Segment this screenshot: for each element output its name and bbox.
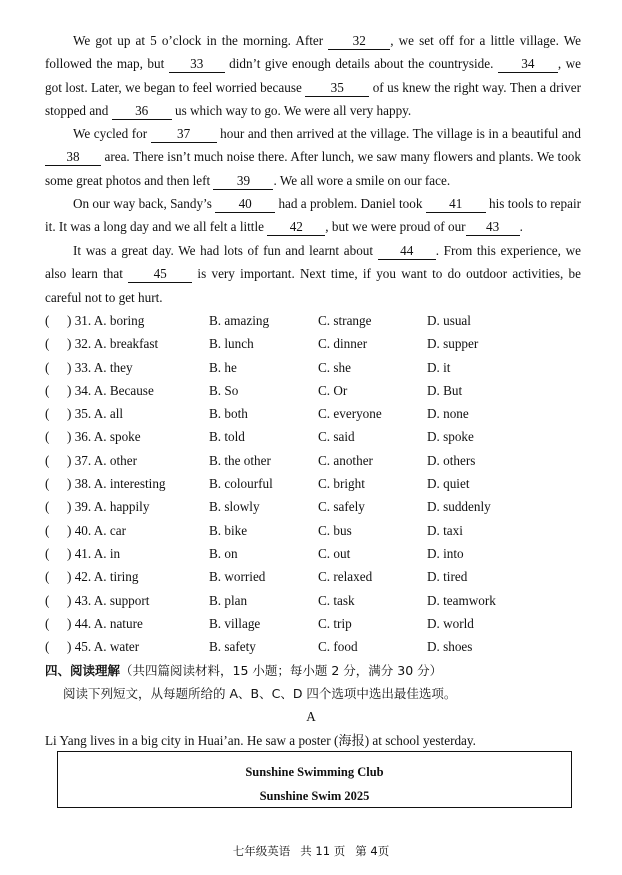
option-d: D. But [427,382,463,398]
option-a: ) 31. A. boring [67,313,145,328]
option-b: B. lunch [209,336,254,352]
answer-paren[interactable]: ( [45,569,50,585]
option-d: D. spoke [427,429,474,445]
option-b: B. he [209,359,237,375]
option-d: D. teamwork [427,592,496,608]
option-c: C. food [318,639,358,655]
section-note: （共四篇阅读材料，15 小题；每小题 2 分，满分 30 分） [120,663,443,678]
footer-subject: 七年级英语 [232,844,291,858]
passage-text: . We all wore a smile on our face. [273,172,451,188]
answer-paren[interactable]: ( [45,499,50,515]
passage-text: It was a great day. We had lots of fun and learnt about [73,243,378,258]
option-a: ) 33. A. they [67,359,133,375]
question-row-43 [45,589,585,612]
passage-text: , but we were proud of our [325,219,466,235]
blank-45: 45 [128,266,192,283]
option-d: D. into [427,545,464,561]
option-a: ) 34. A. Because [67,382,154,398]
option-b: B. So [209,382,239,398]
passage-text: area. There isn’t much noise there. After lunch, we saw many flowers and plants. We took some great photos and then left [45,149,581,188]
question-row-33 [45,356,585,379]
blank-38: 38 [45,149,101,166]
passage-paragraph-2 [45,122,581,192]
option-c: C. bright [318,476,365,492]
option-c: C. strange [318,313,372,328]
option-a: ) 38. A. interesting [67,476,166,492]
option-c: C. trip [318,615,352,631]
option-b: B. amazing [209,313,270,328]
answer-paren[interactable]: ( [45,476,50,492]
blank-37: 37 [151,126,217,143]
option-b: B. told [209,429,245,445]
question-row-44 [45,612,585,635]
passage-paragraph-1 [45,29,581,122]
passage-text: had a problem. Daniel took [275,196,426,211]
option-c: C. task [318,592,355,608]
option-a: ) 32. A. breakfast [67,336,159,352]
blank-32: 32 [328,33,390,50]
poster-title: Sunshine Swimming Club [245,765,384,779]
answer-paren[interactable]: ( [45,406,50,422]
question-row-32 [45,332,585,355]
option-b: B. village [209,615,261,631]
option-a: ) 40. A. car [67,522,126,538]
answer-paren[interactable]: ( [45,359,50,375]
option-b: B. both [209,406,248,422]
option-c: C. another [318,452,373,468]
question-row-40 [45,519,585,542]
option-d: D. quiet [427,476,470,492]
option-c: C. relaxed [318,569,373,585]
option-b: B. slowly [209,499,260,515]
passage-text: of us knew the right way. Then a driver stopped and [45,79,582,118]
section-instruction: 阅读下列短文，从每题所给的 A、B、C、D 四个选项中选出最佳选项。 [63,686,457,701]
passage-label: A [306,709,316,724]
option-b: B. worried [209,569,266,585]
question-row-45 [45,635,585,658]
answer-paren[interactable]: ( [45,382,50,398]
passage-text: hour and then arrived at the village. The village is in a beautiful and [216,126,581,141]
option-a: ) 36. A. spoke [67,429,141,445]
section-title: 四、阅读理解 [45,663,121,678]
answer-paren[interactable]: ( [45,522,50,538]
section-heading [45,660,442,682]
option-c: C. Or [318,382,348,398]
blank-41: 41 [426,196,486,213]
option-a: ) 43. A. support [67,592,150,608]
option-b: B. the other [209,452,271,468]
answer-paren[interactable]: ( [45,336,50,352]
page-footer [0,843,622,859]
option-d: D. taxi [427,522,463,538]
option-c: C. bus [318,522,352,538]
blank-42: 42 [267,219,325,236]
option-b: B. plan [209,592,248,608]
option-a: ) 42. A. tiring [67,569,139,585]
blank-34: 34 [498,56,558,73]
option-d: D. others [427,452,476,468]
option-c: C. said [318,429,355,445]
option-c: C. she [318,359,351,375]
answer-paren[interactable]: ( [45,615,50,631]
question-row-38 [45,472,585,495]
blank-33: 33 [169,56,225,73]
passage-text: On our way back, Sandy’s [73,196,216,211]
question-row-39 [45,495,585,518]
option-d: D. it [427,359,451,375]
option-a: ) 37. A. other [67,452,137,468]
blank-44: 44 [378,243,436,260]
poster-subtitle: Sunshine Swim 2025 [259,789,370,803]
question-list [45,309,585,658]
question-row-34 [45,379,585,402]
footer-page: 第 4页 [355,844,390,858]
option-d: D. shoes [427,639,473,655]
option-d: D. tired [427,569,468,585]
option-d: D. supper [427,336,479,352]
passage-text: We got up at 5 o’clock in the morning. After [73,33,329,48]
question-row-31 [45,309,585,332]
option-a: ) 44. A. nature [67,615,143,631]
question-row-37 [45,449,585,472]
answer-paren[interactable]: ( [45,313,50,328]
option-d: D. world [427,615,474,631]
answer-paren[interactable]: ( [45,429,50,445]
question-row-42 [45,565,585,588]
option-b: B. bike [209,522,248,538]
question-row-36 [45,425,585,448]
poster-box [57,751,572,808]
option-c: C. everyone [318,406,382,422]
option-c: C. dinner [318,336,368,352]
passage-text: didn’t give enough details about the countryside. [224,56,498,72]
option-b: B. colourful [209,476,273,492]
answer-paren[interactable]: ( [45,452,50,468]
answer-paren[interactable]: ( [45,639,50,655]
footer-total: 共 11 页 [300,844,346,858]
blank-36: 36 [112,103,172,120]
passage-text: . From this experience, we also learn that [45,243,581,282]
option-b: B. on [209,545,238,561]
option-d: D. none [427,406,469,422]
passage-text: his tools to repair it. It was a long day and we all felt a little [45,196,581,235]
option-a: ) 39. A. happily [67,499,150,515]
passage-text: , we got lost. Later, we began to feel worried because [45,56,581,95]
passage-text: us which way to go. We were all very happy. [171,102,412,118]
option-a: ) 41. A. in [67,545,121,561]
option-a: ) 45. A. water [67,639,140,655]
option-c: C. safely [318,499,365,515]
option-b: B. safety [209,639,256,655]
answer-paren[interactable]: ( [45,592,50,608]
passage-text: is very important. Next time, if you want to do outdoor activities, be careful not to get hurt. [45,266,581,305]
blank-40: 40 [215,196,275,213]
option-d: D. suddenly [427,499,491,515]
blank-35: 35 [305,80,369,97]
blank-43: 43 [466,219,520,236]
passage-text: , we set off for a little village. We followed the map, but [45,33,581,72]
option-d: D. usual [427,313,471,328]
option-a: ) 35. A. all [67,406,124,422]
passage-text: We cycled for [73,126,151,141]
passage-paragraph-4 [45,239,581,309]
blank-39: 39 [213,173,273,190]
question-row-41 [45,542,585,565]
option-c: C. out [318,545,351,561]
passage-paragraph-3 [45,192,581,239]
passage-text: . [519,219,523,235]
question-row-35 [45,402,585,425]
answer-paren[interactable]: ( [45,545,50,561]
passage-intro: Li Yang lives in a big city in Huai’an. He saw a poster (海报) at school yesterday. [45,733,476,748]
